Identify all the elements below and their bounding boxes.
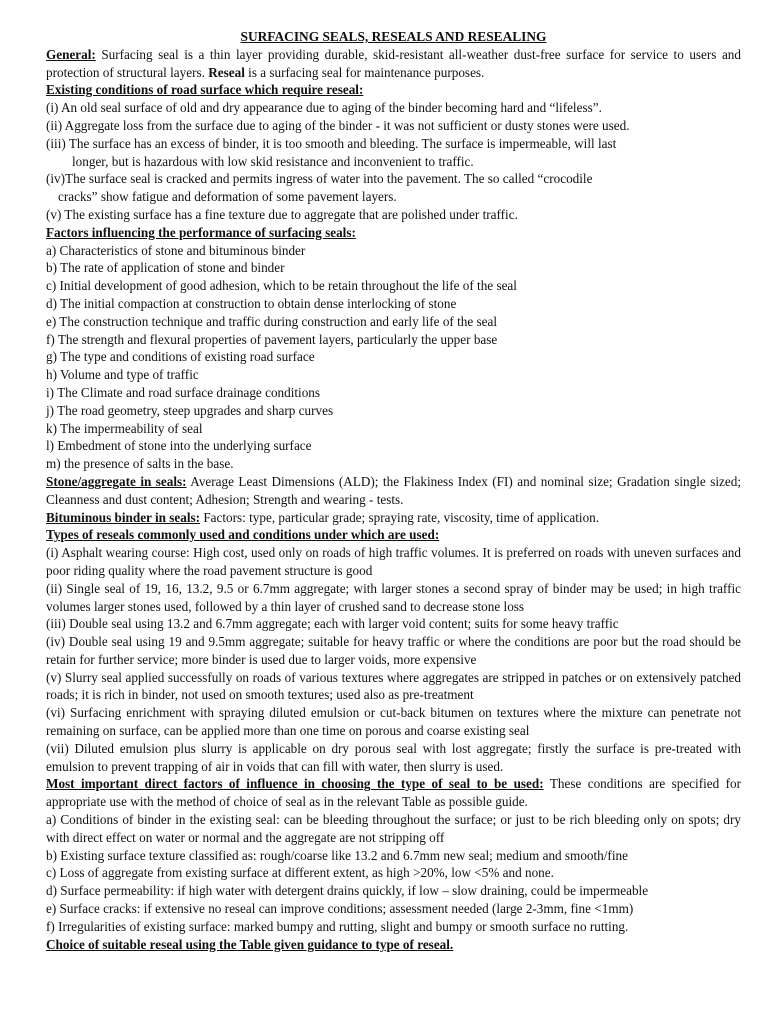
factors-heading: Factors influencing the performance of surfacing seals: xyxy=(46,224,356,240)
factor-item: h) Volume and type of traffic xyxy=(46,367,199,383)
factor-item: b) The rate of application of stone and binder xyxy=(46,260,285,276)
factor-item: l) Embedment of stone into the underlying surface xyxy=(46,438,312,454)
important-factor-item: a) Conditions of binder in the existing seal: can be bleeding throughout the surface; or just to be rich bleeding only on spots; dry with direct effect on water or normal and the aggregate are not stripping off xyxy=(46,812,741,845)
reseal-type-item: (ii) Single seal of 19, 16, 13.2, 9.5 or 6.7mm aggregate; with larger stones a second spray of binder may be used; in high traffic volumes larger stones used, followed by a thin layer of crushed sand to decrease stone loss xyxy=(46,580,741,614)
reseal-type-item: (iv) Double seal using 19 and 9.5mm aggregate; suitable for heavy traffic or where the conditions are poor but the road should be retain for further service; more binder is used due to larger voids, more expensive xyxy=(46,634,741,667)
important-factors-paragraph xyxy=(46,775,741,811)
important-factors-label: Most important direct factors of influence in choosing the type of seal to be used: xyxy=(46,776,544,792)
factor-item: m) the presence of salts in the base. xyxy=(46,456,234,472)
document-page xyxy=(46,28,741,953)
document-title: SURFACING SEALS, RESEALS AND RESEALING xyxy=(240,29,547,44)
existing-item-continuation: cracks” show fatigue and deformation of some pavement layers. xyxy=(58,189,397,205)
factor-item: c) Initial development of good adhesion, which to be retain throughout the life of the seal xyxy=(46,278,517,294)
important-factor-item: b) Existing surface texture classified as: rough/coarse like 13.2 and 6.7mm new seal; medium and smooth/fine xyxy=(46,847,628,863)
general-label: General: xyxy=(46,46,96,62)
general-text-1: Surfacing seal is a thin layer providing durable, skid-resistant all-weather dust-free surface for service to users and protection of structural layers. xyxy=(46,46,741,80)
existing-item: (v) The existing surface has a fine texture due to aggregate that are polished under traffic. xyxy=(46,206,518,222)
reseal-term: Reseal xyxy=(208,64,245,80)
existing-item: (ii) Aggregate loss from the surface due to aging of the binder - it was not sufficient or dusty stones were used. xyxy=(46,117,630,133)
important-factor-item: f) Irregularities of existing surface: marked bumpy and rutting, slight and bumpy or smooth surface no rutting. xyxy=(46,918,629,934)
general-text-2: is a surfacing seal for maintenance purposes. xyxy=(244,64,485,80)
factor-item: e) The construction technique and traffic during construction and early life of the seal xyxy=(46,313,498,329)
general-paragraph xyxy=(46,46,741,82)
important-factors-text: These conditions are specified for appropriate use with the method of choice of seal as in the relevant Table as possible guide. xyxy=(46,776,741,810)
reseal-type-item: (vii) Diluted emulsion plus slurry is applicable on dry porous seal with lost aggregate; firstly the surface is pre-treated with emulsion to prevent trapping of air in voids that can fill with water, then slurry is used. xyxy=(46,740,741,774)
important-factor-item: e) Surface cracks: if extensive no reseal can improve conditions; assessment needed (large 2-3mm, fine <1mm) xyxy=(46,901,634,917)
binder-paragraph xyxy=(46,509,741,527)
reseal-type-item: (i) Asphalt wearing course: High cost, used only on roads of high traffic volumes. It is preferred on roads with uneven surfaces and poor riding quality where the road pavement structure is good xyxy=(46,545,741,578)
reseal-type-item: (vi) Surfacing enrichment with spraying diluted emulsion or cut-back bitumen on textures where the mixture can penetrate not remaining on surface, can be applied more than one time on porous and coarse existing seal xyxy=(46,705,741,739)
binder-text: Factors: type, particular grade; spraying rate, viscosity, time of application. xyxy=(200,509,600,525)
factor-item: a) Characteristics of stone and bituminous binder xyxy=(46,242,306,258)
important-factor-item: d) Surface permeability: if high water with detergent drains quickly, if low – slow draining, could be impermeable xyxy=(46,883,649,899)
factor-item: k) The impermeability of seal xyxy=(46,420,203,436)
existing-item: (i) An old seal surface of old and dry appearance due to aging of the binder becoming hard and “lifeless”. xyxy=(46,100,602,116)
existing-conditions-heading: Existing conditions of road surface which require reseal: xyxy=(46,82,364,98)
factor-item: j) The road geometry, steep upgrades and sharp curves xyxy=(46,402,334,418)
factor-item: i) The Climate and road surface drainage conditions xyxy=(46,384,321,400)
reseal-type-item: (iii) Double seal using 13.2 and 6.7mm aggregate; each with larger void content; suits for some heavy traffic xyxy=(46,616,619,632)
stone-aggregate-text: Average Least Dimensions (ALD); the Flakiness Index (FI) and nominal size; Gradation single sized; Cleanness and dust content; Adhesion; Strength and wearing - tests. xyxy=(46,473,741,507)
reseal-types-heading: Types of reseals commonly used and conditions under which are used: xyxy=(46,527,440,543)
important-factor-item: c) Loss of aggregate from existing surface at different extent, as high >20%, low <5% and none. xyxy=(46,865,554,881)
existing-item-continuation: longer, but is hazardous with low skid resistance and inconvenient to traffic. xyxy=(72,153,474,169)
stone-aggregate-paragraph xyxy=(46,473,741,509)
existing-item: (iii) The surface has an excess of binder, it is too smooth and bleeding. The surface is impermeable, will last xyxy=(46,135,617,151)
factor-item: d) The initial compaction at construction to obtain dense interlocking of stone xyxy=(46,295,457,311)
choice-heading: Choice of suitable reseal using the Table given guidance to type of reseal. xyxy=(46,936,454,952)
binder-label: Bituminous binder in seals: xyxy=(46,509,201,525)
factor-item: f) The strength and flexural properties of pavement layers, particularly the upper base xyxy=(46,331,498,347)
reseal-type-item: (v) Slurry seal applied successfully on roads of various textures where aggregates are stripped in patches or on extensively patched roads; it is rich in binder, not used on smooth textures; used also as pre-treatment xyxy=(46,669,741,703)
stone-aggregate-label: Stone/aggregate in seals: xyxy=(46,473,187,489)
existing-item: (iv)The surface seal is cracked and permits ingress of water into the pavement. The so called “crocodile xyxy=(46,171,593,187)
factor-item: g) The type and conditions of existing road surface xyxy=(46,349,315,365)
